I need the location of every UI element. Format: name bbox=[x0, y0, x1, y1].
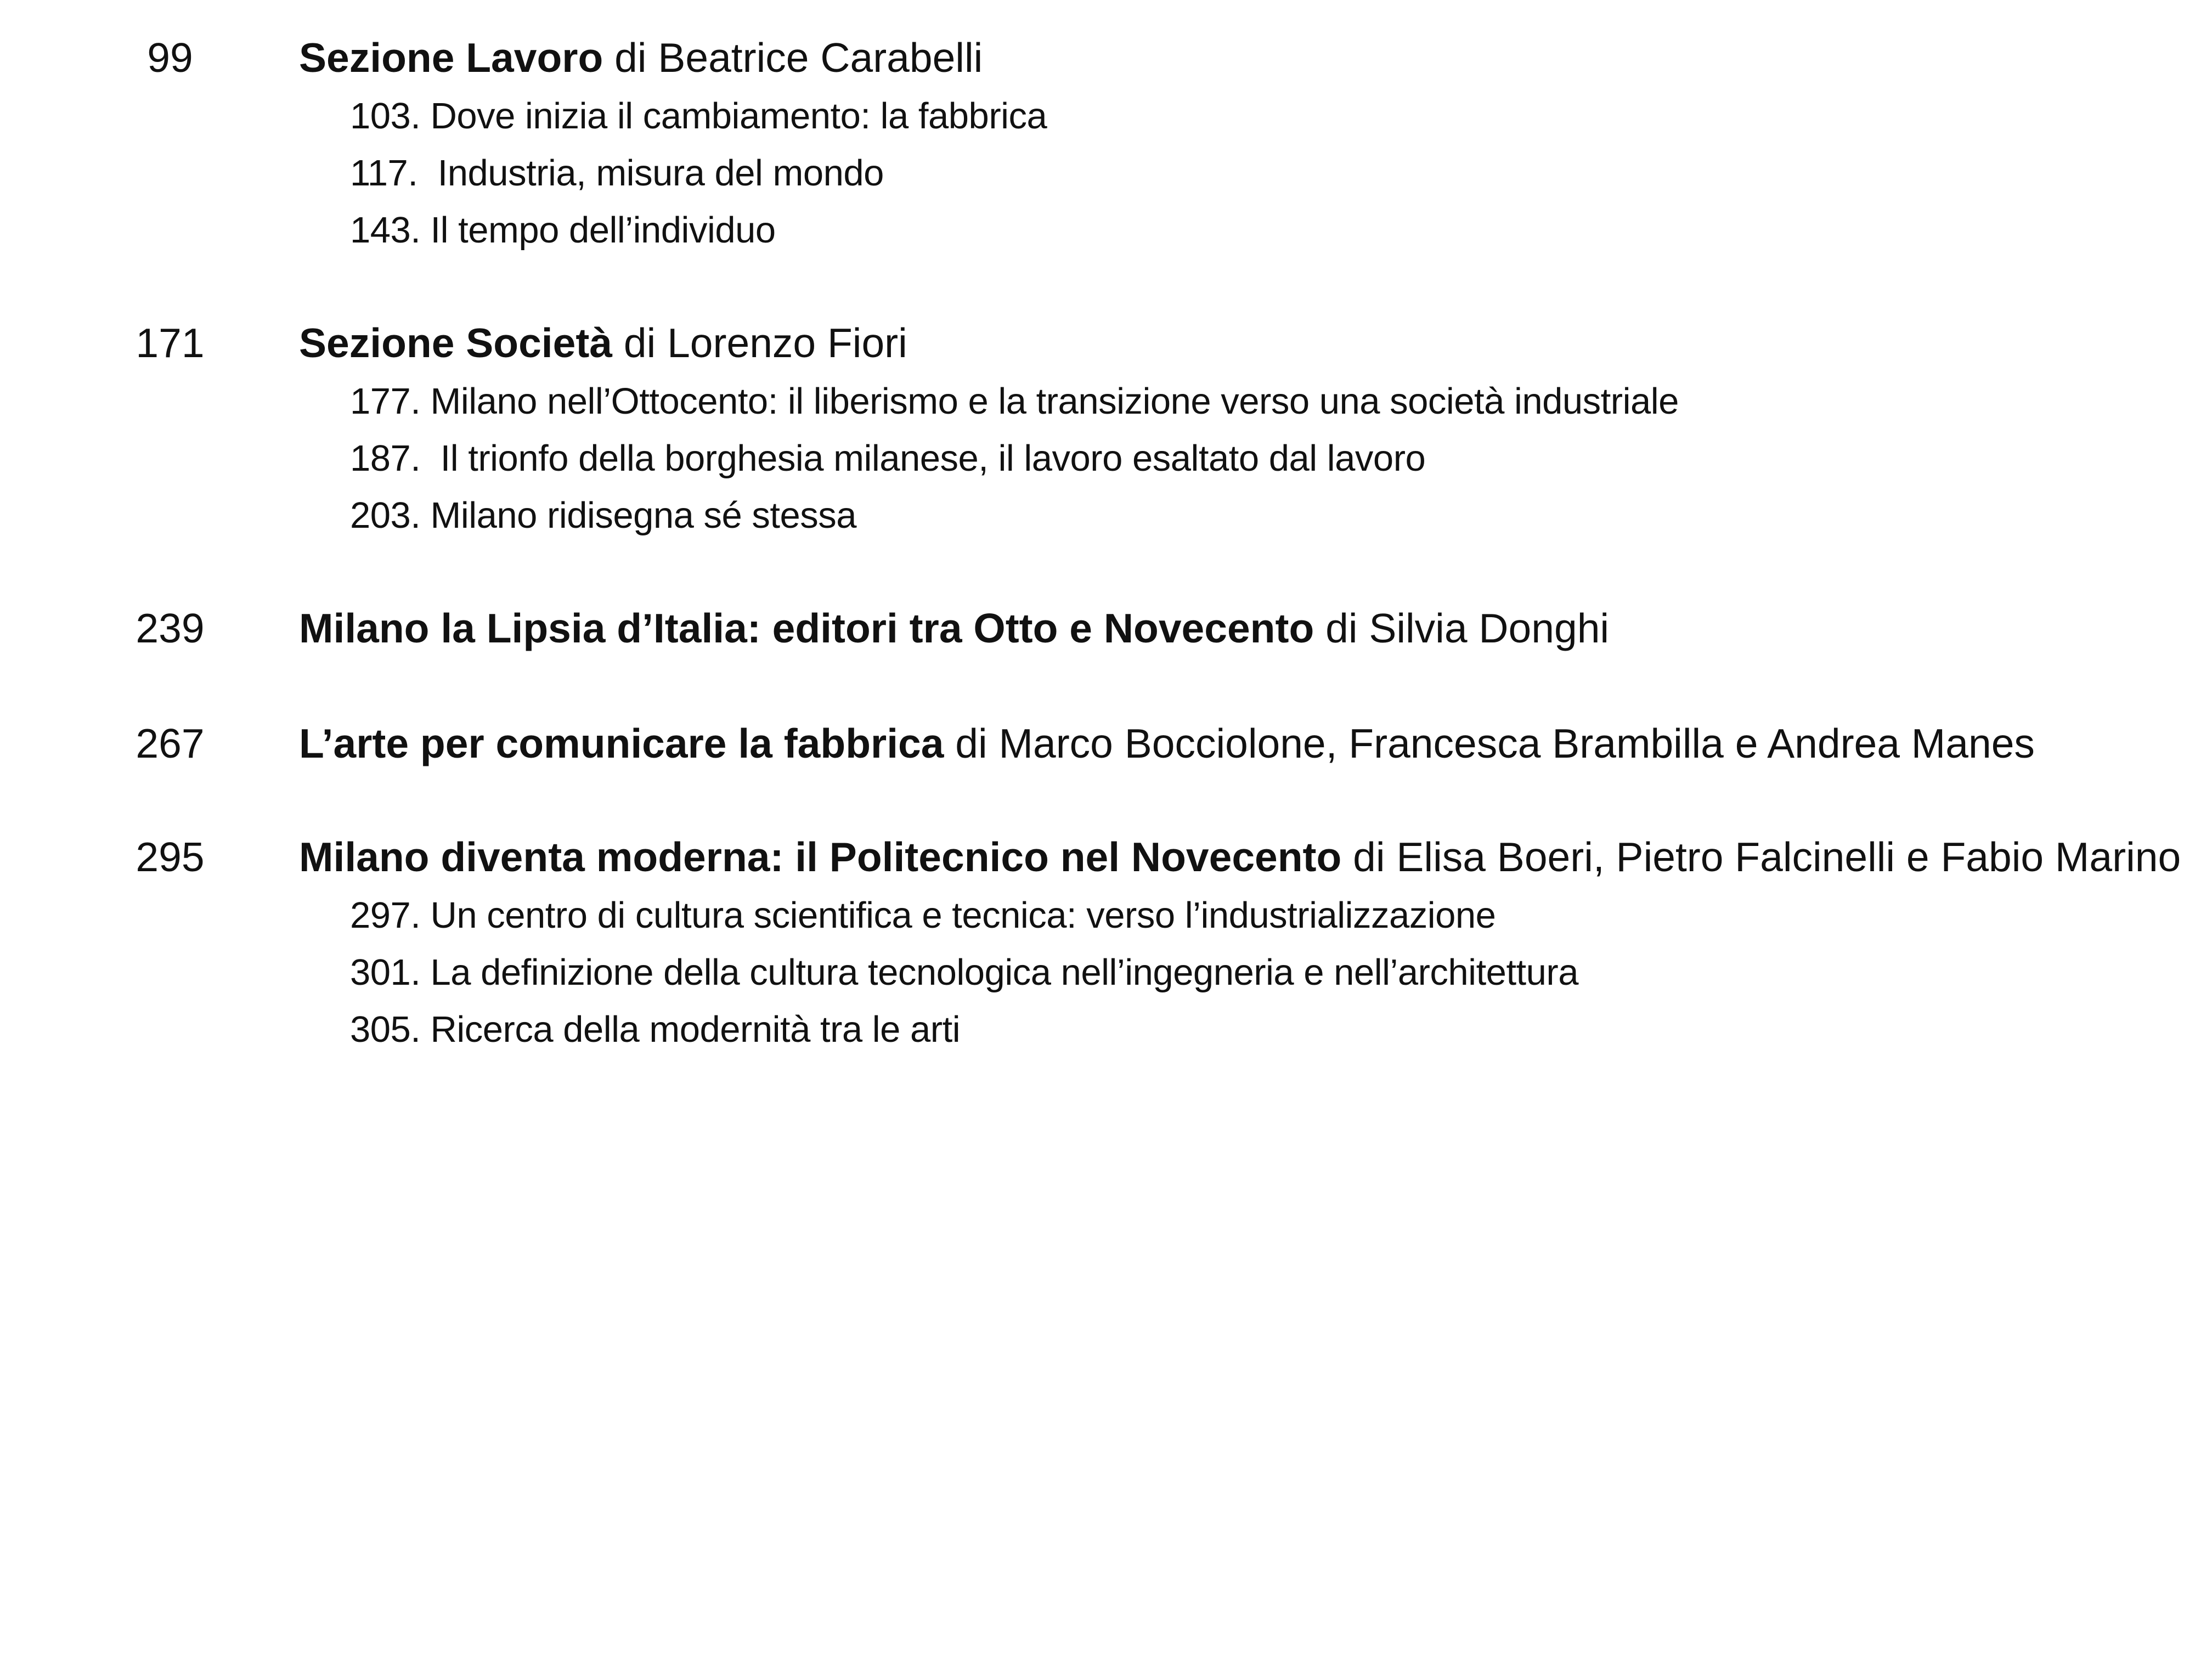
subsection-page: 117. bbox=[350, 153, 418, 194]
section-title: Sezione Società bbox=[299, 320, 613, 366]
page-number: 239 bbox=[136, 605, 205, 651]
section-title: Milano diventa moderna: il Politecnico nel Novecento bbox=[299, 834, 1342, 880]
section-author: di Beatrice Carabelli bbox=[603, 35, 983, 81]
subsection-title: Milano ridisegna sé stessa bbox=[420, 495, 857, 536]
subsection-page: 103. bbox=[350, 95, 421, 137]
subsection-title: Un centro di cultura scientifica e tecnica: verso l’industrializzazione bbox=[420, 895, 1496, 936]
subsection-title: Ricerca della modernità tra le arti bbox=[420, 1009, 961, 1050]
section-title: L’arte per comunicare la fabbrica bbox=[299, 720, 944, 766]
subsection-page: 297. bbox=[350, 895, 421, 936]
subsection-item bbox=[350, 487, 1679, 544]
subsection-title: Industria, misura del mondo bbox=[417, 153, 884, 194]
entry-title-line bbox=[299, 315, 907, 370]
subsection-item bbox=[350, 887, 1578, 944]
subsection-page: 305. bbox=[350, 1009, 421, 1050]
subsection-list bbox=[350, 88, 1047, 259]
subsection-page: 203. bbox=[350, 495, 421, 536]
entry-title-line bbox=[299, 716, 2035, 771]
section-author: di Elisa Boeri, Pietro Falcinelli e Fabio Marino bbox=[1341, 834, 2181, 880]
entry-title-line bbox=[299, 601, 1609, 656]
page-number: 267 bbox=[136, 720, 205, 766]
subsection-item bbox=[350, 1001, 1578, 1058]
subsection-item bbox=[350, 88, 1047, 145]
section-author: di Marco Bocciolone, Francesca Brambilla e Andrea Manes bbox=[944, 720, 2035, 766]
subsection-title: Il trionfo della borghesia milanese, il lavoro esaltato dal lavoro bbox=[420, 438, 1426, 479]
section-author: di Lorenzo Fiori bbox=[612, 320, 907, 366]
page-number: 295 bbox=[136, 834, 205, 880]
section-title: Sezione Lavoro bbox=[299, 35, 603, 81]
subsection-title: La definizione della cultura tecnologica nell’ingegneria e nell’architettura bbox=[420, 952, 1579, 993]
subsection-title: Milano nell’Ottocento: il liberismo e la transizione verso una società industriale bbox=[420, 381, 1679, 422]
subsection-page: 301. bbox=[350, 952, 421, 993]
section-title: Milano la Lipsia d’Italia: editori tra Otto e Novecento bbox=[299, 605, 1314, 651]
subsection-item bbox=[350, 145, 1047, 202]
entry-title-line bbox=[299, 830, 2181, 884]
subsection-item bbox=[350, 373, 1679, 430]
subsection-item bbox=[350, 430, 1679, 487]
subsection-title: Dove inizia il cambiamento: la fabbrica bbox=[420, 95, 1047, 137]
page-number: 171 bbox=[136, 320, 205, 366]
subsection-page: 177. bbox=[350, 381, 421, 422]
subsection-list bbox=[350, 373, 1679, 544]
subsection-title: Il tempo dell’individuo bbox=[420, 210, 776, 251]
subsection-page: 187. bbox=[350, 438, 421, 479]
subsection-item bbox=[350, 202, 1047, 259]
section-author: di Silvia Donghi bbox=[1314, 605, 1610, 651]
page-number: 99 bbox=[147, 35, 193, 81]
subsection-list bbox=[350, 887, 1578, 1058]
subsection-page: 143. bbox=[350, 210, 421, 251]
entry-title-line bbox=[299, 30, 983, 85]
subsection-item bbox=[350, 944, 1578, 1001]
